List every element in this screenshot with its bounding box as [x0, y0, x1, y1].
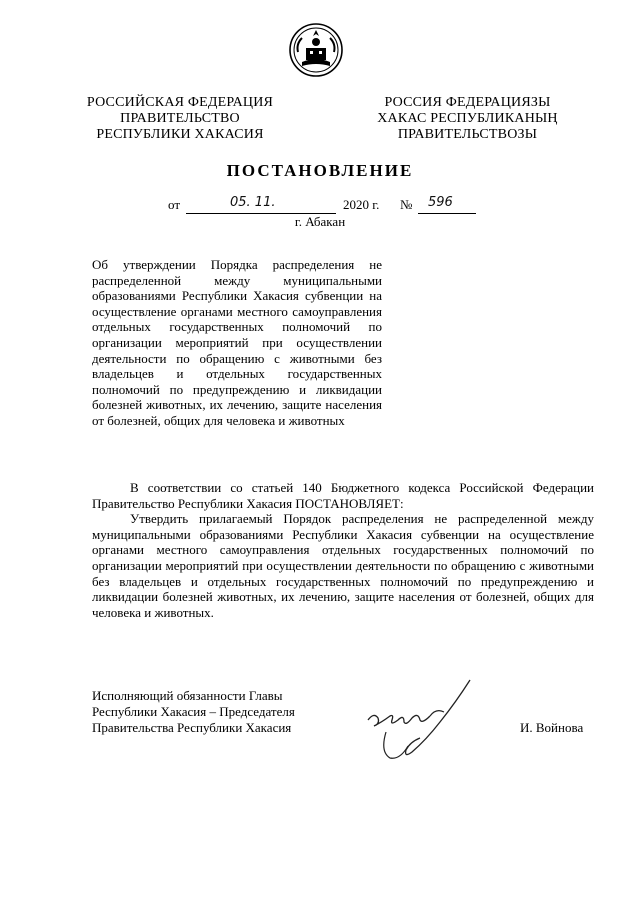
position-line: Республики Хакасия – Председателя — [92, 704, 295, 719]
dateline — [168, 197, 488, 215]
document-title: ПОСТАНОВЛЕНИЕ — [226, 161, 414, 180]
body-paragraph: В соответствии со статьей 140 Бюджетного кодекса Российской Федерации Правительство Республики Хакасия ПОСТАНОВЛЯЕТ: — [92, 480, 594, 511]
handwritten-signature — [360, 672, 490, 770]
document-subject: Об утверждении Порядка распределения не распределенной между муниципальными образованиями Республики Хакасия субвенции на осуществление органами местного самоуправления отдельных государственных полномочий по организации мероприятий при осуществлении деятельности по обращению с животными без владельцев и отдельных государственных полномочий по предупреждению и ликвидации болезней животных, их лечению, защите населения от болезней, общих для человека и животных — [92, 257, 382, 428]
header-left — [70, 95, 290, 143]
position-line: Правительства Республики Хакасия — [92, 720, 292, 735]
header-right-line: РОССИЯ ФЕДЕРАЦИЯЗЫ — [384, 95, 551, 110]
header-left-line: РОССИЙСКАЯ ФЕДЕРАЦИЯ — [86, 95, 274, 110]
date-handwritten: 05. 11. — [230, 195, 276, 210]
city: г. Абакан — [294, 214, 346, 229]
date-prefix: от — [168, 197, 181, 212]
header-right-line: ПРАВИТЕЛЬСТВОЗЫ — [397, 127, 538, 142]
body-paragraph: Утвердить прилагаемый Порядок распределения не распределенной между муниципальными образованиями Республики Хакасия субвенции на осуществление органами местного самоуправления отдельных государственных полномочий по организации мероприятий при осуществлении деятельности по обращению с животными без владельцев и отдельных государственных полномочий по предупреждению и ликвидации болезней животных, их лечению, защите населения от болезней, общих для человека и животных. — [92, 511, 594, 620]
position-line: Исполняющий обязанности Главы — [92, 688, 283, 703]
signer-name: И. Войнова — [520, 720, 584, 735]
header-left-line: РЕСПУБЛИКИ ХАКАСИЯ — [96, 127, 264, 142]
signatory-position — [92, 688, 352, 736]
header-right — [355, 95, 580, 143]
number-handwritten: 596 — [428, 195, 453, 210]
date-year: 2020 г. — [343, 197, 380, 212]
number-sign: № — [400, 197, 413, 212]
coat-of-arms-icon — [288, 22, 344, 78]
header-right-line: ХАКАС РЕСПУБЛИКАНЫҢ — [377, 111, 558, 126]
header-left-line: ПРАВИТЕЛЬСТВО — [120, 111, 240, 126]
document-body — [92, 480, 594, 620]
